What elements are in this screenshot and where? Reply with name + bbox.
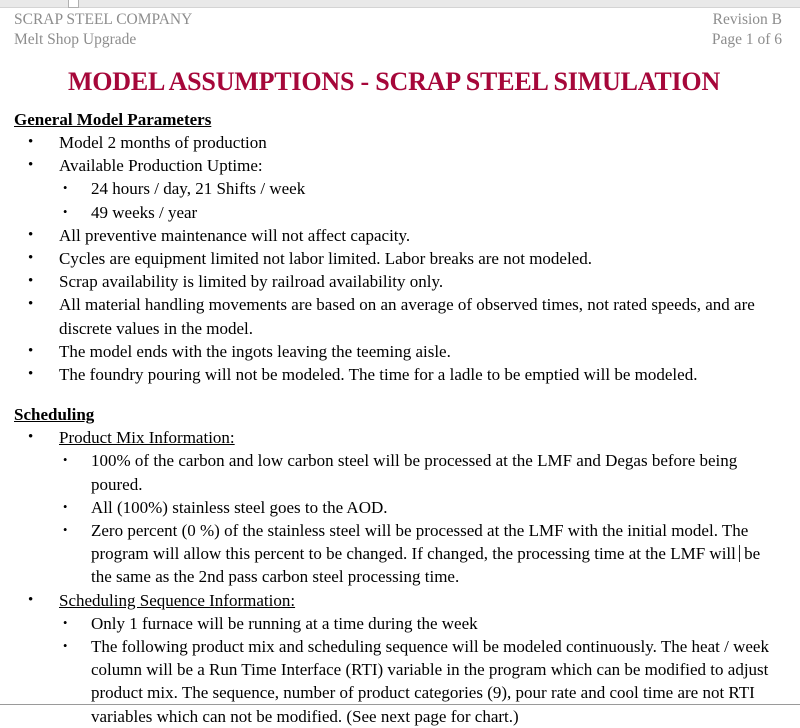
list-item-text: All material handling movements are based on an average of observed times, not rated speeds, and are discrete values in the model. (59, 295, 755, 338)
header-left-block (14, 10, 192, 50)
list-item-text: Cycles are equipment limited not labor limited. Labor breaks are not modeled. (59, 249, 592, 269)
ruler-strip (0, 0, 800, 8)
header-project: Melt Shop Upgrade (14, 31, 137, 48)
list-item (63, 496, 782, 519)
header-page-number: Page 1 of 6 (711, 31, 782, 48)
section-general-model-parameters (14, 108, 782, 386)
list-item (28, 154, 782, 177)
bullet-list-scheduling (14, 426, 782, 728)
bullet-icon: • (28, 296, 34, 313)
list-item (28, 247, 782, 270)
list-item-label-product-mix: Product Mix Information: (59, 428, 235, 448)
list-item (28, 340, 782, 363)
header-revision: Revision B (712, 11, 782, 28)
list-item (63, 449, 782, 495)
list-item (28, 224, 782, 247)
bullet-icon: • (28, 250, 34, 267)
list-item (63, 201, 782, 224)
bullet-icon: • (28, 429, 34, 446)
bullet-sublist-uptime (14, 177, 782, 223)
bullet-icon: • (63, 499, 68, 514)
section-scheduling (14, 403, 782, 728)
bullet-sublist-scheduling-sequence (14, 612, 782, 728)
list-item-text: The foundry pouring will not be modeled. The time for a ladle to be emptied will be modeled. (59, 365, 698, 385)
list-item-text: All preventive maintenance will not affect capacity. (59, 225, 411, 245)
list-item (28, 270, 782, 293)
list-item-text: The following product mix and scheduling sequence will be modeled continuously. The heat / week column will be a Run Time Interface (RTI) variable in the program which can be modified to adjust product mix. The sequence, number of product categories (9), pour rate and cool time are not RTI variables which can not be modified. (See next page for chart.) (91, 637, 769, 726)
bullet-list-general (14, 131, 782, 386)
bullet-icon: • (28, 157, 34, 174)
list-item-text-after-caret: be the same as the 2nd pass carbon steel processing time. (91, 544, 761, 587)
list-item (63, 177, 782, 200)
bullet-icon: • (28, 226, 34, 243)
bullet-icon: • (28, 591, 34, 608)
list-item (63, 519, 782, 589)
list-item-text-with-caret (91, 519, 782, 589)
header-right-block (712, 10, 782, 50)
page-title: MODEL ASSUMPTIONS - SCRAP STEEL SIMULATION (67, 67, 721, 96)
list-item-text: 24 hours / day, 21 Shifts / week (91, 179, 306, 199)
bullet-icon: • (28, 134, 34, 150)
section-heading-general-model-parameters: General Model Parameters (14, 110, 212, 129)
section-heading-scheduling: Scheduling (14, 405, 95, 425)
list-item-text: The model ends with the ingots leaving the teeming aisle. (59, 341, 451, 361)
left-indent-marker-icon[interactable] (68, 0, 79, 8)
list-item-label-scheduling-sequence: Scheduling Sequence Information: (59, 590, 296, 610)
list-item-text: 49 weeks / year (91, 202, 198, 222)
list-item-text-before-caret: Zero percent (0 %) of the stainless steel will be processed at the LMF with the initial model. The program will allow this percent to be changed. If changed, the processing time at the LMF will (91, 521, 749, 564)
list-item (63, 612, 782, 635)
list-item (28, 363, 782, 386)
list-item-text: 100% of the carbon and low carbon steel will be processed at the LMF and Degas before being poured. (91, 451, 738, 494)
list-item (28, 131, 782, 154)
header-company: SCRAP STEEL COMPANY (14, 11, 193, 28)
bullet-icon: • (28, 366, 34, 383)
bullet-icon: • (63, 523, 68, 538)
document-page (0, 8, 800, 726)
bullet-icon: • (63, 204, 68, 219)
bullet-icon: • (28, 342, 34, 359)
document-running-header (14, 8, 782, 50)
bullet-icon: • (63, 615, 68, 630)
list-item-text: All (100%) stainless steel goes to the AOD. (91, 497, 388, 517)
section-spacer (14, 386, 782, 403)
bullet-icon: • (28, 273, 34, 290)
list-item (28, 426, 782, 449)
bullet-icon: • (63, 453, 68, 468)
list-item-text: Scrap availability is limited by railroad availability only. (59, 272, 444, 292)
bullet-sublist-product-mix (14, 449, 782, 588)
bullet-icon: • (63, 181, 68, 196)
bullet-icon: • (63, 639, 68, 654)
list-item (63, 635, 782, 728)
list-item-text: Model 2 months of production (59, 133, 267, 152)
list-item (28, 589, 782, 612)
list-item-text: Only 1 furnace will be running at a time during the week (91, 613, 478, 633)
list-item (28, 293, 782, 339)
list-item-text: Available Production Uptime: (59, 156, 263, 176)
